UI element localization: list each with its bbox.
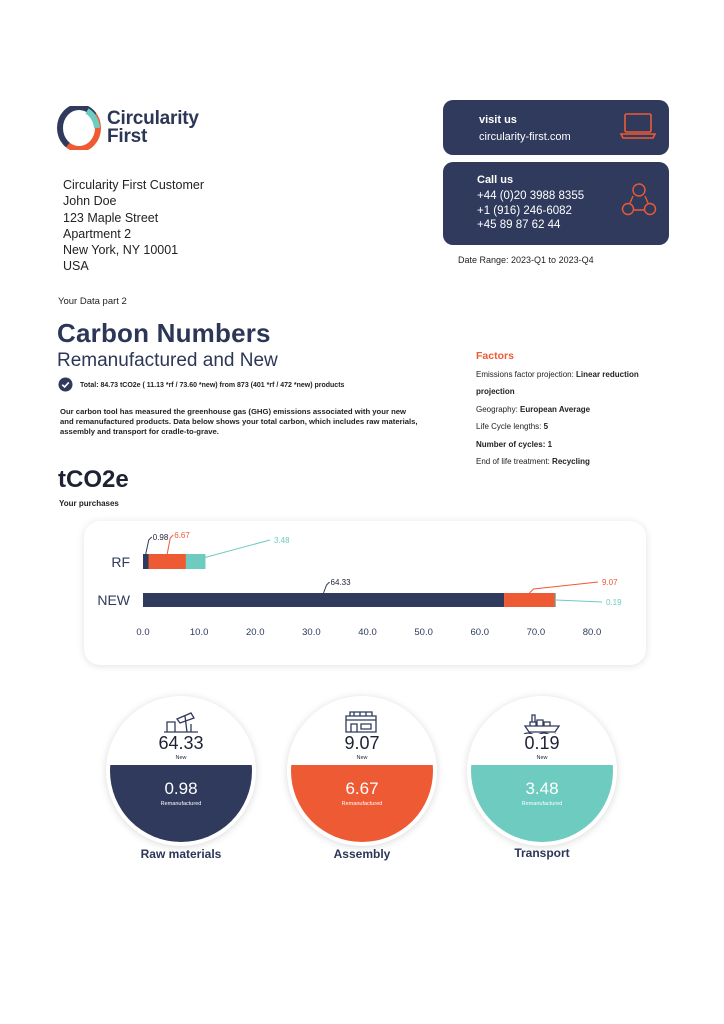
new-value: 64.33 xyxy=(158,733,204,753)
address-line: New York, NY 10001 xyxy=(63,243,179,258)
category-label: Raw materials xyxy=(140,847,222,861)
data-label: 0.98 xyxy=(152,533,169,542)
new-value: 0.19 xyxy=(524,733,560,753)
rf-value: 0.98 xyxy=(164,779,198,798)
factor-item: Number of cycles: 1 xyxy=(476,439,553,449)
category-tick-label: RF xyxy=(111,554,130,570)
breakdown-circle-assembly xyxy=(287,696,437,846)
breakdown-circle-transport xyxy=(467,696,617,846)
date-range: Date Range: 2023-Q1 to 2023-Q4 xyxy=(458,255,594,265)
new-label: New xyxy=(175,755,187,761)
intro-paragraph: Our carbon tool has measured the greenhouse gas (GHG) emissions associated with your new and remanufactured products. Data below shows your total carbon, which includes raw materials, assembly and transport for cradle-to-grave. xyxy=(60,407,418,436)
category-label: Transport xyxy=(514,846,570,860)
bar-raw-materials xyxy=(143,593,504,607)
new-label: New xyxy=(356,755,368,761)
x-tick-label: 70.0 xyxy=(526,627,546,638)
bar-assembly xyxy=(504,593,555,607)
leader-line xyxy=(556,600,602,602)
breakdown-circle-raw-materials xyxy=(106,696,256,846)
website-link[interactable]: circularity-first.com xyxy=(479,131,571,143)
unit-heading: tCO2e xyxy=(58,466,129,493)
laptop-icon xyxy=(619,112,657,140)
bar-transport xyxy=(555,593,556,607)
leader-line xyxy=(196,540,270,560)
x-tick-label: 20.0 xyxy=(246,627,265,638)
x-tick-label: 50.0 xyxy=(414,627,433,638)
address-line: 123 Maple Street xyxy=(63,210,159,225)
data-label: 6.67 xyxy=(174,531,190,540)
visit-us-card[interactable] xyxy=(443,100,669,155)
company-name-line1: Circularity xyxy=(107,108,199,129)
data-part-label: Your Data part 2 xyxy=(58,296,127,307)
company-name xyxy=(107,110,199,146)
factor-item: Emissions factor projection: Linear reduction projection xyxy=(476,369,639,396)
rf-value: 3.48 xyxy=(525,779,559,798)
rf-label: Remanufactured xyxy=(160,801,202,807)
address-line: Circularity First Customer xyxy=(63,178,204,192)
data-label: 64.33 xyxy=(330,578,351,587)
page-title: Carbon Numbers xyxy=(57,318,271,348)
new-label: New xyxy=(536,755,548,761)
address-line: John Doe xyxy=(63,194,117,209)
company-name-line2: First xyxy=(107,126,148,147)
rf-value: 6.67 xyxy=(345,779,379,798)
call-us-card xyxy=(443,162,669,245)
rf-label: Remanufactured xyxy=(521,801,563,807)
factors-title: Factors xyxy=(476,350,514,362)
phone-number[interactable]: +45 89 87 62 44 xyxy=(477,219,561,231)
new-value: 9.07 xyxy=(344,733,380,753)
data-label: 3.48 xyxy=(274,536,290,545)
bar-transport xyxy=(186,554,206,569)
purchases-label: Your purchases xyxy=(59,499,119,508)
factor-item: End of life treatment: Recycling xyxy=(476,457,590,466)
data-label: 0.19 xyxy=(606,598,622,607)
leader-line xyxy=(146,537,152,554)
oil-pump-icon xyxy=(161,710,201,734)
data-label: 9.07 xyxy=(602,578,618,587)
x-tick-label: 10.0 xyxy=(189,627,209,638)
call-us-title: Call us xyxy=(477,174,514,186)
customer-address xyxy=(63,177,204,275)
x-tick-label: 60.0 xyxy=(470,627,489,638)
people-network-icon xyxy=(621,182,657,218)
leader-line xyxy=(324,582,330,593)
rf-label: Remanufactured xyxy=(341,801,383,807)
stacked-bar-chart xyxy=(84,521,646,665)
x-tick-label: 30.0 xyxy=(302,627,321,638)
check-circle-icon xyxy=(58,377,73,392)
category-tick-label: NEW xyxy=(97,592,130,608)
x-tick-label: 40.0 xyxy=(358,627,377,638)
x-tick-label: 0.0 xyxy=(136,627,150,638)
ship-icon xyxy=(522,710,562,734)
category-label: Assembly xyxy=(333,847,391,861)
factor-item: Geography: European Average xyxy=(476,404,591,414)
phone-number[interactable]: +1 (916) 246-6082 xyxy=(477,204,572,217)
factor-item: Life Cycle lengths: 5 xyxy=(476,422,549,431)
factors-panel xyxy=(476,348,676,471)
bar-raw-materials xyxy=(143,554,149,569)
address-line: USA xyxy=(63,259,89,274)
x-tick-label: 80.0 xyxy=(582,627,602,638)
address-line: Apartment 2 xyxy=(63,226,132,241)
phone-number[interactable]: +44 (0)20 3988 8355 xyxy=(477,190,585,202)
bar-assembly xyxy=(149,554,186,569)
total-summary: Total: 84.73 tCO2e ( 11.13 *rf / 73.60 *new) from 873 (401 *rf / 472 *new) products xyxy=(80,382,345,389)
visit-us-title: visit us xyxy=(479,114,517,126)
leader-line xyxy=(530,582,598,593)
page-subtitle: Remanufactured and New xyxy=(57,350,278,371)
factory-icon xyxy=(342,710,382,734)
